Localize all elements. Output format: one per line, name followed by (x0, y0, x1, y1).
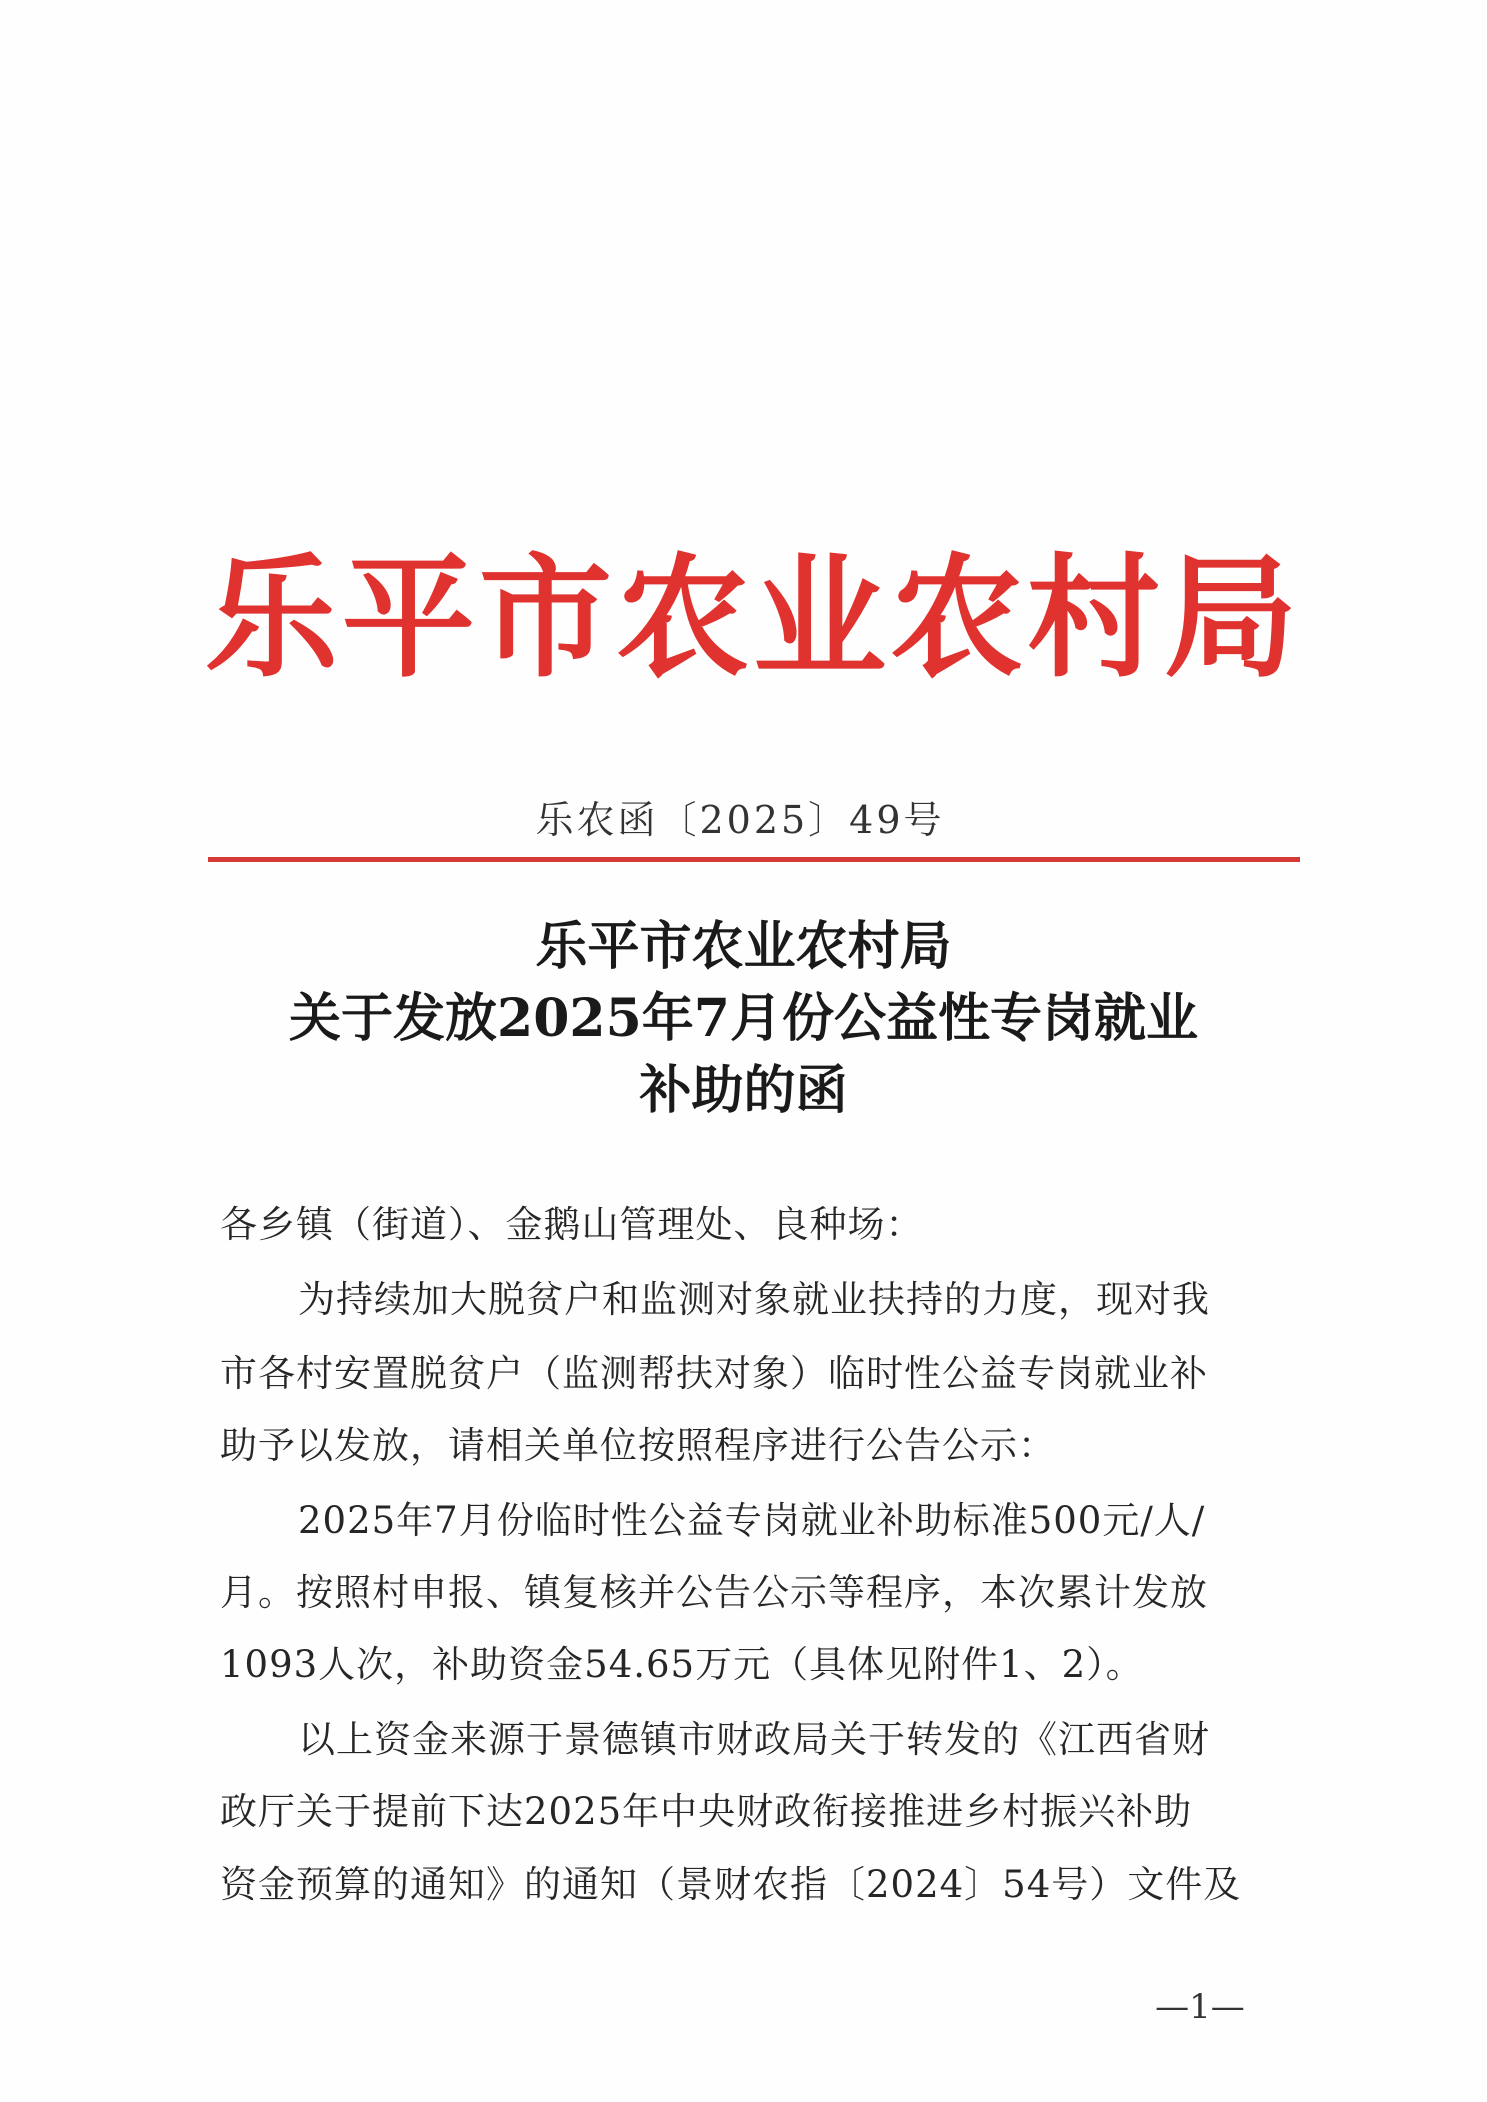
paragraph-3-line-3: 资金预算的通知》的通知（景财农指〔2024〕54号）文件及 (220, 1863, 1242, 1906)
paragraph-2-line-2: 月。按照村申报、镇复核并公告公示等程序，本次累计发放 (220, 1571, 1208, 1614)
paragraph-2-line-1: 2025年7月份临时性公益专岗就业补助标准500元/人/ (298, 1499, 1206, 1542)
document-title-line-3: 补助的函 (639, 1060, 848, 1121)
page-number: —1— (1155, 1987, 1245, 2027)
document-number: 乐农函〔2025〕49号 (535, 798, 945, 842)
paragraph-1-line-1: 为持续加大脱贫户和监测对象就业扶持的力度，现对我 (298, 1278, 1210, 1321)
document-title-line-1: 乐平市农业农村局 (535, 916, 952, 977)
paragraph-2-line-3: 1093人次，补助资金54.65万元（具体见附件1、2）。 (220, 1643, 1144, 1686)
paragraph-1-line-2: 市各村安置脱贫户（监测帮扶对象）临时性公益专岗就业补 (220, 1352, 1208, 1395)
paragraph-1-line-3: 助予以发放，请相关单位按照程序进行公告公示： (220, 1424, 1056, 1467)
paragraph-3-line-1: 以上资金来源于景德镇市财政局关于转发的《江西省财 (298, 1718, 1210, 1761)
salutation: 各乡镇（街道）、金鹅山管理处、良种场： (220, 1203, 924, 1246)
agency-masthead: 乐平市农业农村局 (205, 542, 1301, 696)
paragraph-3-line-2: 政厅关于提前下达2025年中央财政衔接推进乡村振兴补助 (220, 1790, 1193, 1833)
document-title-line-2: 关于发放2025年7月份公益性专岗就业 (289, 988, 1198, 1049)
red-divider-line (208, 857, 1300, 862)
